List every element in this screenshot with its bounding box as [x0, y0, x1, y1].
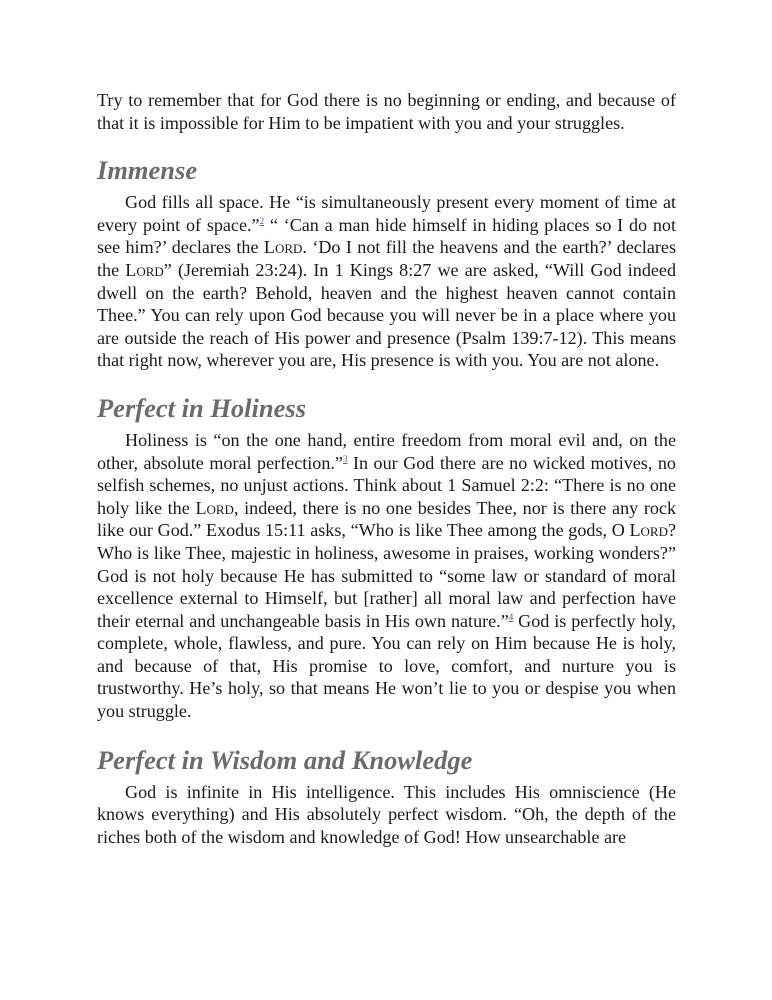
- footnote-link-2[interactable]: 2: [259, 215, 265, 226]
- heading-immense: Immense: [97, 155, 198, 186]
- small-caps-lord: Lord: [263, 237, 303, 258]
- text-run: In our God there are no wicked motives, no selfish schemes, no unjust actions. Think about 1 Samuel 2:2: “There is no one holy like the: [97, 452, 676, 518]
- heading-wisdom: Perfect in Wisdom and Knowledge: [97, 744, 473, 775]
- intro-paragraph: Try to remember that for God there is no beginning or ending, and because of that it is impossible for Him to be impatient with you and your struggles.: [97, 90, 676, 133]
- small-caps-lord: Lord: [125, 259, 164, 280]
- paragraph-holiness: [97, 429, 676, 723]
- heading-holiness: Perfect in Holiness: [97, 392, 307, 423]
- text-run: . ‘Do I not fill the heavens and the earth?’ declares the: [97, 237, 676, 280]
- paragraph-immense: [97, 191, 676, 372]
- small-caps-lord: Lord: [629, 520, 668, 541]
- small-caps-lord: Lord: [195, 497, 234, 518]
- text-run: God fills all space. He “is simultaneously present every moment of time at every point of space.”: [97, 192, 676, 235]
- text-run: ” (Jeremiah 23:24). In 1 Kings 8:27 we are asked, “Will God indeed dwell on the earth? Behold, heaven and the highest heaven cannot contain Thee.” You can rely upon God because you will never be in a place where you are outside the reach of His power and presence (Psalm 139:7-12). This means that right now, wherever you are, His presence is with you. You are not alone.: [97, 259, 676, 371]
- footnote-link-4[interactable]: 4: [508, 611, 514, 622]
- text-run: ? Who is like Thee, majestic in holiness, awesome in praises, working wonders?” God is not holy because He has submitted to “some law or standard of moral excellence external to Himself, but [rather] all moral law and perfection have their eternal and unchangeable basis in His own nature.”: [97, 520, 676, 631]
- paragraph-wisdom: God is infinite in His intelligence. This includes His omniscience (He knows everything) and His absolutely perfect wisdom. “Oh, the depth of the riches both of the wisdom and knowledge of God! How unsearchable are: [97, 781, 676, 847]
- text-run: Holiness is “on the one hand, entire freedom from moral evil and, on the other, absolute moral perfection.”: [97, 429, 676, 473]
- text-run: God is perfectly holy, complete, whole, flawless, and pure. You can rely on Him because He is holy, and because of that, His promise to love, comfort, and nurture you is trustworthy. He’s holy, so that means He won’t lie to you or despise you when you struggle.: [97, 610, 676, 722]
- footnote-link-3[interactable]: 3: [342, 453, 348, 464]
- text-run: , indeed, there is no one besides Thee, nor is there any rock like our God.” Exodus 15:11 asks, “Who is like Thee among the gods, O: [97, 497, 676, 541]
- text-run: “ ‘Can a man hide himself in hiding places so I do not see him?’ declares the: [97, 214, 676, 258]
